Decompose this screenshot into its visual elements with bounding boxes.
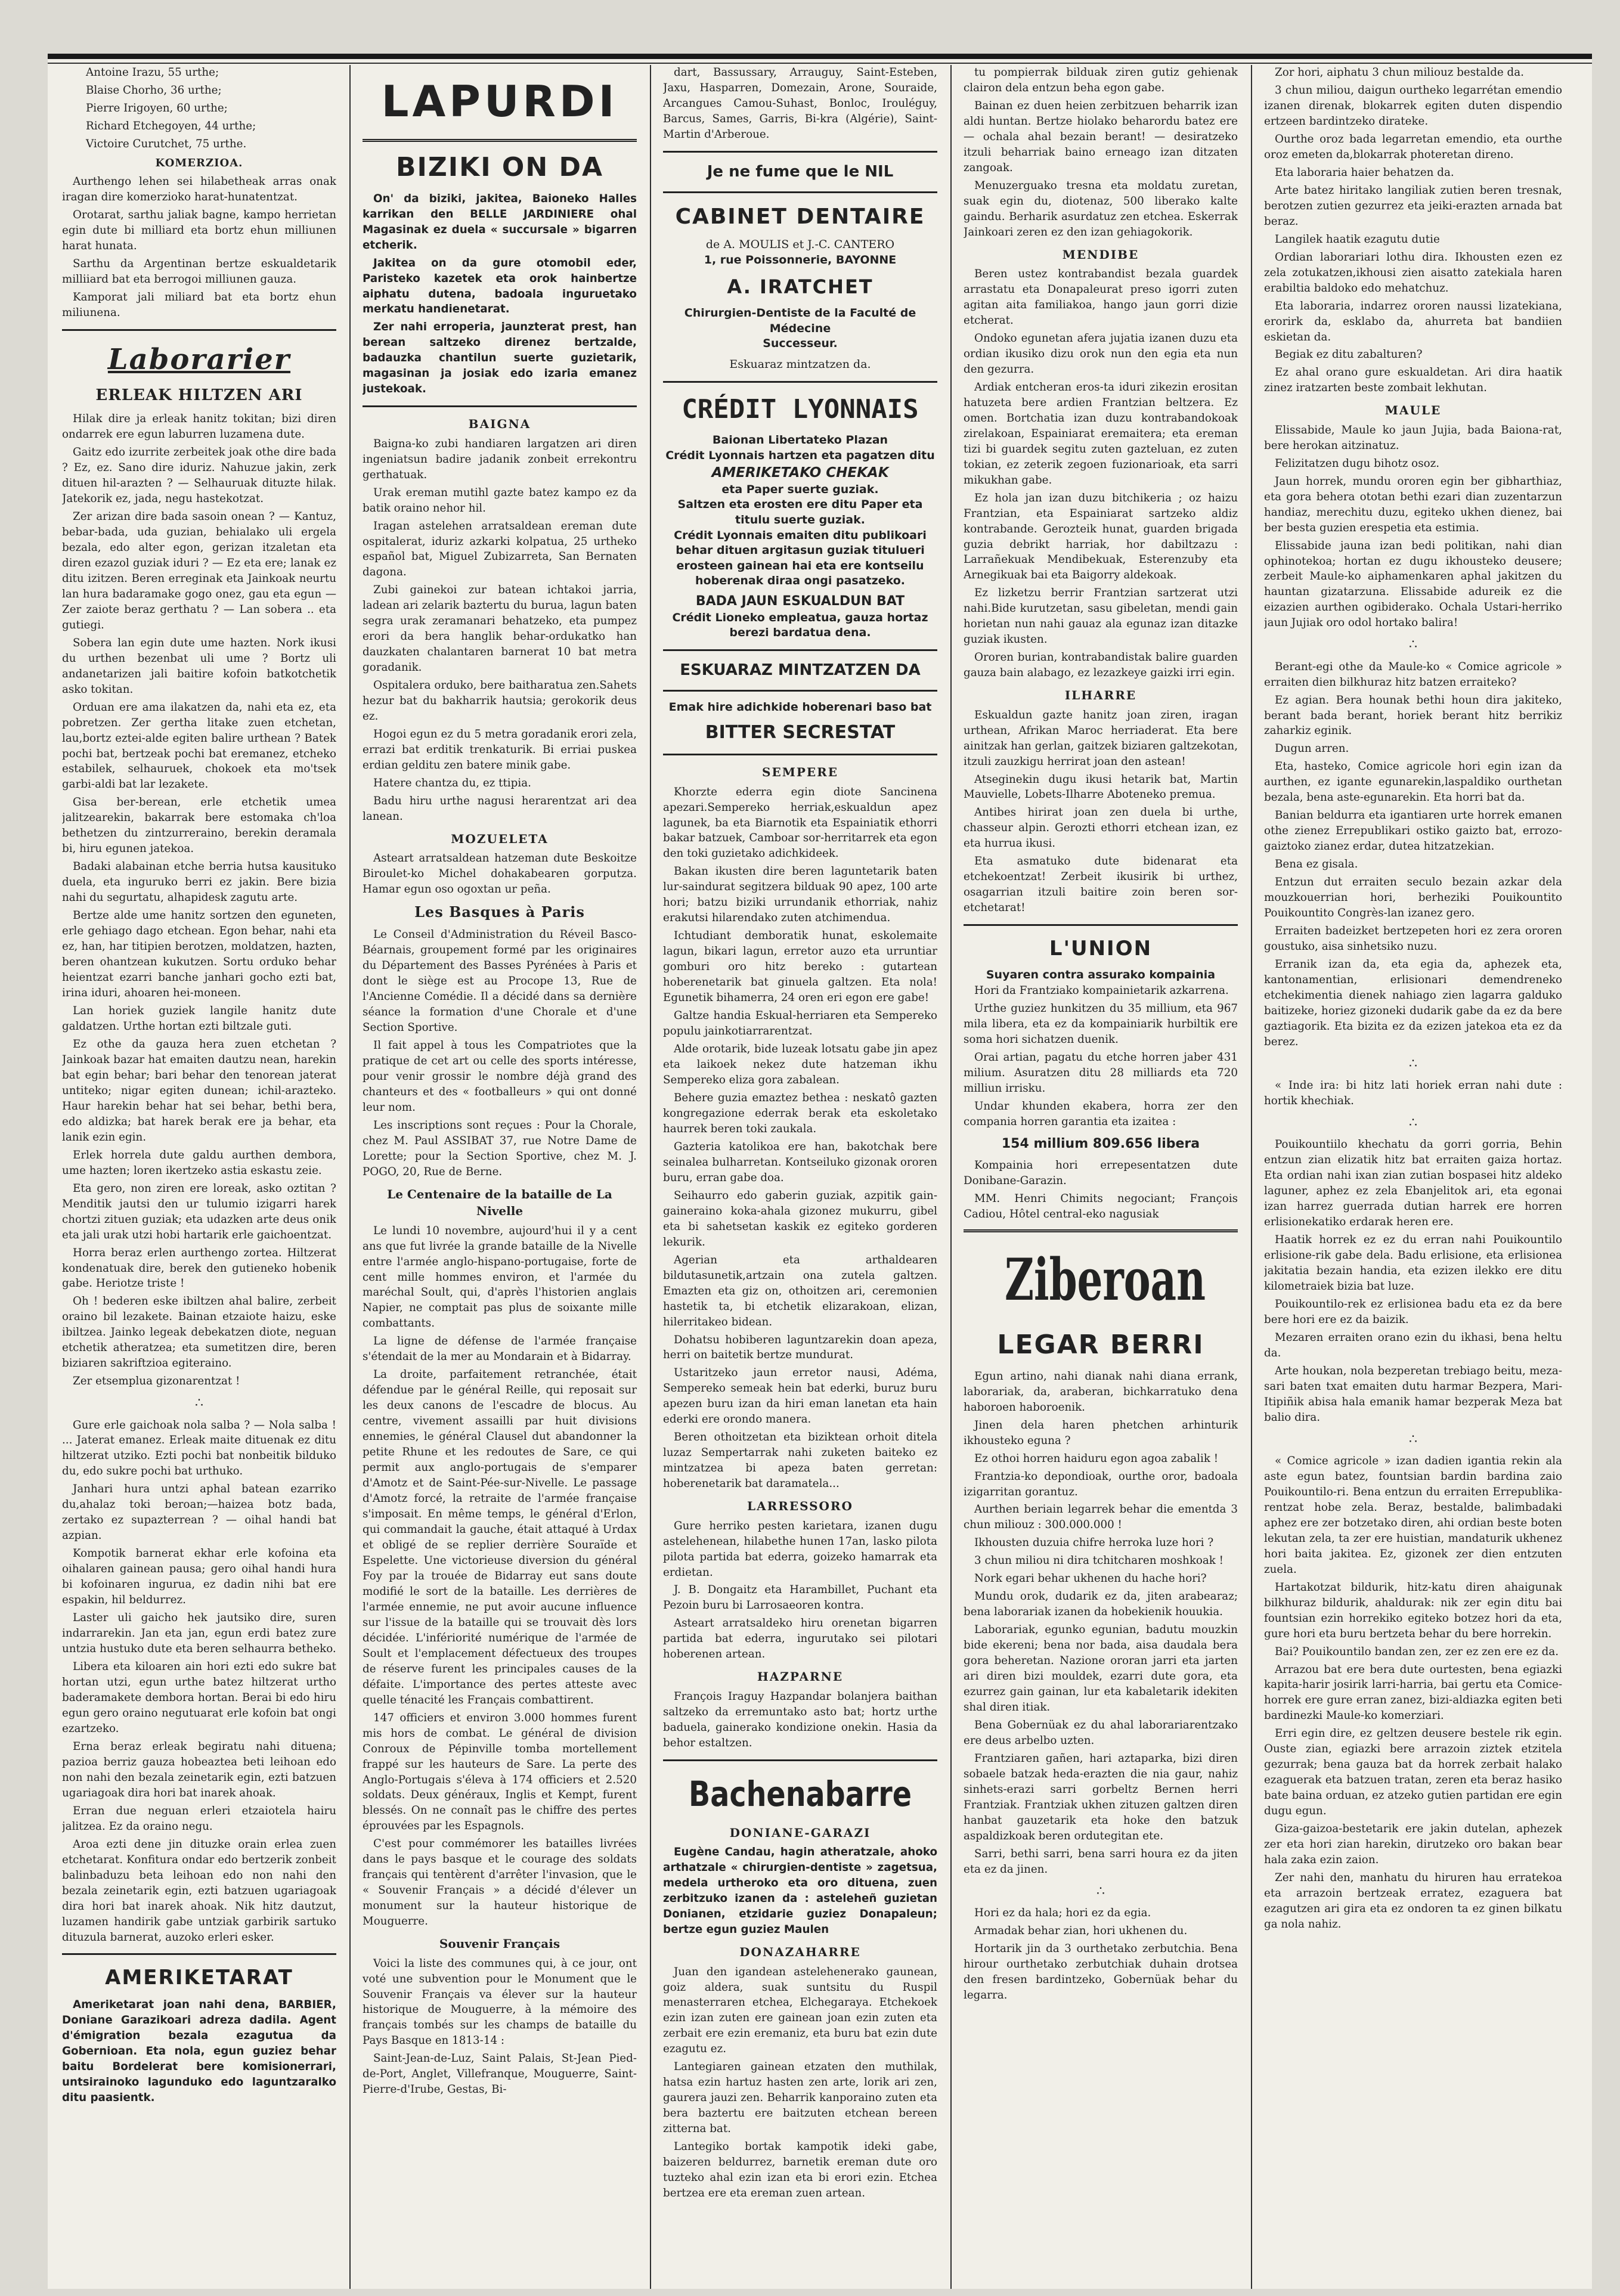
paragraph: Urthe guziez hunkitzen du 35 millium, eta 967 mila libera, eta ez da kompainiarik hurbiltik ere soma hori sichatzen duenik.: [964, 1002, 1238, 1046]
ameriketarat-heading: AMERIKETARAT: [105, 1966, 293, 1990]
paragraph: Jinen dela haren phetchen arhinturik ikhousteko eguna ?: [964, 1418, 1238, 1447]
paragraph: Nork egari behar ukhenen du hache hori?: [974, 1572, 1207, 1585]
divider: [663, 191, 937, 193]
paragraph: Arrazou bat ere bera dute ourtesten, bena egiazki kapita-harir josirik larri-harria, bai gertu eta Comice-horrek ere gure erran zanez, bizi-aldiazka egiten beti bardinezki Maule-ko komerziari.: [1264, 1663, 1562, 1722]
death-list-item: Victoire Curutchet, 75 urthe.: [86, 137, 247, 150]
paragraph: Elissabide, Maule ko jaun Jujia, bada Baiona-rat, bere herokan aitzinatuz.: [1264, 423, 1562, 452]
paragraph: Hori da Frantziako kompainietarik azkarrena.: [974, 984, 1229, 997]
paragraph: Mezaren erraiten orano ezin du ikhasi, bena heltu da.: [1264, 1331, 1562, 1359]
cabinet-line: 1, rue Poissonnerie, BAYONNE: [704, 253, 897, 267]
paragraph: Eta laboraria haier behatzen da.: [1275, 166, 1454, 179]
paragraph: Jaun horrek, mundu ororen egin ber gibharthiaz, eta gora behera ototan bethi ezari dian zuzentarzun handiaz, merechitu duzu, egiteko ukhen dienez, bai ber besta guzien erespetia eta estimia.: [1264, 475, 1562, 534]
mendibe-heading: MENDIBE: [1062, 247, 1139, 262]
paragraph: Dugun arren.: [1275, 742, 1349, 755]
paragraph: Eskualdun gazte hanitz joan ziren, iragan urthean, Afrikan Maroc herriaderat. Eta bere ainitzak han gerlan, gaitzek biziaren galtzekotan, itzuli zauzkigu herrirat joan den astean!: [964, 708, 1238, 768]
paragraph: Hortarik jin da 3 ourthetako zerbutchia. Bena hirour ourthetako zerbutchiak duhain drotsea den fresen bardintzeko, Gobernüak behar du legarra.: [964, 1942, 1238, 2001]
paragraph: tu pompierrak bilduak ziren gutiz gehienak clairon dela entzun beha egon gabe.: [964, 66, 1238, 94]
ilharre-heading: ILHARRE: [1064, 688, 1137, 703]
eskuaraz-note: Eskuaraz mintzatzen da.: [729, 357, 871, 371]
paragraph: Eugène Candau, hagin atheratzale, ahoko arthatzale « chirurgien-dentiste » zagetsua, medela urtheroko eta oro dituena, zuen zerbitzuko izanen da : asteleheñ guzietan Donianen, etzidarie guziez Donapaleun; bertze egun guziez Maulen: [663, 1846, 937, 1936]
paragraph: Erran due neguan erleri etzaiotela hairu jalitzea. Ez da oraino negu.: [62, 1804, 336, 1833]
paragraph: Aroa ezti dene jin dituzke orain erlea zuen etchetarat. Konfitura ondar edo bertzerik zonbeit balinbaduzu beta leihoan edo non nahi den bezala zeinetarik egin, ezti batzuen ugariagoak dira hori bat inarek ahoak. Nik hitz dautzut, luzamen handirik gabe untziak garbirik sartuko dituzula barnerat, auzoko erleri esker.: [62, 1838, 336, 1944]
paragraph: Badaki alabainan etche berria hutsa kausituko duela, eta inguruko berri ez jakin. Bere bizia nahi du segurtatu, alhapidesk zagutu arte.: [62, 860, 336, 904]
credit-line: Crédit Lyonnais hartzen eta pagatzen ditu: [665, 448, 935, 462]
paragraph: Ikhousten duzuia chifre herroka luze hori ?: [974, 1536, 1214, 1550]
paragraph: Banian beldurra eta igantiaren urte horrek emanen othe zienez Errepublikari ostiko gaizto bat, errozo-gaiztoko zianez erdar, dutea hitzatzekian.: [1264, 809, 1562, 853]
paragraph: Erri egin dire, ez geltzen deusere bestele rik egin. Ouste zian, egiazki bere arrazoin ziztek etzitela gezurrak; bena gauza bat da horrek zerbait halako ezaguerak eta batzuen tratan, zeren eta beraz hasiko bate baina orduan, ez atzeko gutien partidan ere egin dugu egun.: [1264, 1727, 1562, 1818]
donazaharre-heading: DONAZAHARRE: [739, 1945, 861, 1960]
paragraph: Asteart arratsaldean hatzeman dute Beskoitze Biroulet-ko Michel dohakabearen gorputza. Hamar egun oso ogoxtan ur peña.: [363, 852, 637, 896]
paragraph: Beren ustez kontrabandist bezala guardek arrastatu eta Donapaleurat preso igorri zuten agitan aita familiakoa, hango jaun gorri dizie etcherat.: [964, 268, 1238, 327]
paragraph: Lantegiko bortak kampotik ideki gabe, baizeren beldurrez, barnetik ereman dute oro tuzteko ahal ezin izan eta bi erori ezin. Etchea bertzea ere eta ereman zuen artean.: [663, 2140, 937, 2200]
paragraph: 3 chun miliou, daigun ourtheko legarrétan emendio izanen direnak, blokarrek egiten duten dispendio ertzeen bardintzeko dirateke.: [1264, 83, 1562, 128]
paragraph: Ondoko egunetan afera jujatia izanen duzu eta ordian ikusiko dizu orok nun den egia eta nun den gezurra.: [964, 331, 1238, 376]
credit-line: Crédit Lyonnais emaiten ditu publikoari behar dituen argitasun guziak titulueri erosteen gainean hai eta ere kontseilu hoberenak diraa ongi pasatzeko.: [674, 528, 927, 588]
paragraph: Urak ereman mutihl gazte batez kampo ez da batik oraino nehor hil.: [363, 486, 637, 515]
column-4: [964, 65, 1238, 2289]
bitter-line: Emak hire adichkide hoberenari baso bat: [668, 700, 932, 714]
komerzioa-heading: KOMERZIOA.: [155, 156, 243, 169]
paragraph: Egun artino, nahi dianak nahi diana errank, laborariak, da, araberan, bichkarratuko dena haboroen haboroenik.: [964, 1369, 1238, 1414]
paragraph: Erlek horrela dute galdu aurthen dembora, ume hazten; loren ikertzeko astia eskastu zeie.: [62, 1148, 336, 1177]
paragraph: Ez agian. Bera hounak bethi houn dira jakiteko, berant bada berant, horiek berant hitz berrikiz zaharkiz eginik.: [1264, 693, 1562, 738]
paragraph: Bainan ez duen heien zerbitzuen beharrik izan aldi huntan. Bertze hiolako beharordu batez ere — ochala ahal bezain berant! — desiratzeko itzuli beharriak baino erneago izan ditzaten zangoak.: [964, 99, 1238, 174]
lunion-subtitle: Suyaren contra assurako kompainia: [986, 968, 1216, 982]
paragraph: Zubi gainekoi zur batean ichtakoi jarria, ladean ari zelarik baztertu du burua, lagun baten segra urak zeramanari behatzeko, eta pumpez erori da bera hanglik behar-ordukatko han dauzkaten chalantaren barnerat 10 bat metra goradanik.: [363, 584, 637, 674]
paragraph: C'est pour commémorer les batailles livrées dans le pays basque et le courage des soldats français qui tentèrent d'arrêter l'invasion, que le « Souvenir Français » a décidé d'élever un monument sur la hauteur historique de Mouguerre.: [363, 1838, 637, 1928]
paragraph: Eta, hasteko, Comice agricole hori egin izan da aurthen, ez igante egunarekin,laspaldiko ourthetan bezala, bena aste-egunarekin. Eta horri bat da.: [1264, 760, 1562, 804]
basques-paris-heading: Les Basques à Paris: [414, 903, 585, 921]
paragraph: Badu hiru urthe nagusi herarentzat ari dea lanean.: [363, 795, 637, 823]
divider: [964, 924, 1238, 926]
paragraph: Lantegiaren gainean etzaten den muthilak, hatsa ezin hartuz hasten zen arte, lorik ari zen, gaurera jauzi zen. Beharrik kanporaino zuten eta bera baztertu ere baitzuten etchean bereen zitterna bat.: [663, 2060, 937, 2136]
paragraph: Gure erle gaichoak nola salba ? — Nola salba ! ... Jaterat emanez. Erleak maite dituenak ez ditu hiltzerat utziko. Ezti pochi bat nonbeitik bilduko du, edo sukre pochi bat urthuko.: [62, 1418, 336, 1478]
paragraph: Aurthen beriain legarrek behar die ementda 3 chun miliouz : 300.000.000 !: [964, 1503, 1238, 1532]
paragraph: Hori ez da hala; hori ez da egia.: [974, 1907, 1151, 1919]
paragraph: Elissabide jauna izan bedi politikan, nahi dian ophinotekoa; hortan ez dugu ikhousteko deusere; zerbeit Maule-ko aiphamenkaren aphal jakitzen du hauntan gizatarzuna. Elissabide adureik ez die eizazien aurthen ogibiderako. Ochala Ustari-herriko jaun Jujiak oro odol hortako balira!: [1264, 539, 1562, 630]
paragraph: Asteart arratsaldeko hiru orenetan bigarren partida bat ederra, ingurutako sei pilotari hoberenen artean.: [663, 1617, 937, 1661]
death-list-item: Antoine Irazu, 55 urthe;: [86, 66, 219, 79]
hazparne-heading: HAZPARNE: [757, 1669, 844, 1684]
paragraph: Il fait appel à tous les Compatriotes que la pratique de cet art ou celle des sports intéresse, pour venir grossir le nombre déjà grand des chanteurs et des « footballeurs » qui ont donné leur nom.: [363, 1039, 637, 1114]
paragraph: Atseginekin dugu ikusi hetarik bat, Martin Mauvielle, Lobets-Ilharre Aboteneko premua.: [964, 773, 1238, 801]
paragraph: Kompainia hori errepesentatzen dute Donibane-Garazin.: [964, 1159, 1238, 1188]
larressoro-heading: LARRESSORO: [747, 1499, 853, 1514]
paragraph: Ez hola jan izan duzu bitchikeria ; oz haizu Frantzian, eta Espainiarat sartzeko aldiz kontrabande. Gerozteik hunat, guarden brigada guzia debrikt harriak, hor dabiltzazu : Larrañekuak Mendibekuak, Esterenzuby eta Arnegikuak bai eta Baigorry aldekoak.: [964, 491, 1238, 582]
ameriketarat-ad: Ameriketarat joan nahi dena, BARBIER, Doniane Garazikoari adreza dadila. Agent d'émigration bezala ezagutua da Gobernioan. Eta nola, egun guziez behar baitu Bordelerat bere komisionerrari, untsirainoko lagunduko edo laguntzaralko ditu paasientk.: [62, 1998, 336, 2104]
section-ornament: ∴: [1409, 637, 1417, 653]
paragraph: Le lundi 10 novembre, aujourd'hui il y a cent ans que fut livrée la grande bataille de la Nivelle entre l'armée anglo-hispano-portugaise, forte de cent mille hommes environ, et l'armée du maréchal Soult, qui, d'après l'historien anglais Napier, ne comptait pas plus de soixante mille combattants.: [363, 1224, 637, 1330]
paragraph: Zer arizan dire bada sasoin onean ? — Kantuz, bebar-bada, uda guzian, behialako uli ergela bezala, edo alter egon, gerizan itzaletan eta diren ezazol guziak iduri ? — Ez eta ere; lanak ez ditu izitzen. Beren erreginak eta Jainkoak neurtu lan hura badaramake gogo onez, gau eta egun — Zer zaiote beraz gerthatu ? — Lan sobera .. eta gutiegi.: [62, 510, 336, 631]
paragraph: Gaitz edo izurrite zerbeitek joak othe dire bada ? Ez, ez. Sano dire iduriz. Nahuzue jakin, zerk dituen hil-arazten ? — Selhauruak dituzte hilak. Jatekorik ez, jada, negu hastekotzat.: [62, 446, 336, 506]
paragraph: Oh ! bederen eske ibiltzen ahal balire, zerbeit oraino bil lezakete. Bainan etzaiote haizu, eske ibiltzea. Jainko legeak debekatzen diote, neguan etchetik atheratzea; eta sumetitzen dire, beren biziaren sakriftzioa egiteraino.: [62, 1295, 336, 1370]
paragraph: J. B. Dongaitz eta Harambillet, Puchant eta Pezoin buru bi Larrosaeoren kontra.: [663, 1584, 937, 1612]
paragraph: Entzun dut erraiten seculo bezain azkar dela mouzkouerrian hori, berheziki Pouikountito Pouikountito Congrès-lan izanez gero.: [1264, 876, 1562, 920]
paragraph: Langilek haatik ezagutu dutie: [1275, 233, 1440, 246]
lunion-amount: 154 millium 809.656 libera: [1001, 1136, 1200, 1151]
paragraph: Arte batez hiritako langiliak zutien beren tresnak, berotzen zutien gezurrez eta jeiki-erazten arnada bat beraz.: [1264, 184, 1562, 228]
paragraph: Horra beraz erlen aurthengo zortea. Hiltzerat kondenatuak dire, berek den gutieneko hobenik gabe. Heriotze triste !: [62, 1246, 336, 1290]
paragraph: Giza-gaizoa-bestetarik ere jakin dutelan, aphezek zer eta hori zian harekin, dirutzeko oro bakan bear hala zaka ezin zaion.: [1264, 1823, 1562, 1867]
paragraph: Erranik izan da, eta egia da, aphezek eta, kantonamentian, erlisionari demendreneko etchekimentia dienek nahiago zien lagarra galduko baitizeke, horiez gizoneki dudarik gabe da ez da bere gaztiagorik. Eta bizita ez da ezizen jatekoa eta ez da berez.: [1264, 958, 1562, 1048]
paragraph: Ez ahal orano gure eskualdetan. Ari dira haatik zinez iratzarten beste zombait lekhutan.: [1264, 366, 1562, 395]
paragraph: Erraiten badeizket bertzepeten hori ez zera ororen goustuko, aisa sinhetsiko nuzu.: [1264, 925, 1562, 953]
column-5: [1264, 65, 1562, 2289]
paragraph: Eta asmatuko dute bidenarat eta etchekoentzat! Zerbeit ikusirik bi urthez, osagarrian itzuli baitire zoin beren sor-etchetarat!: [964, 855, 1238, 915]
column-3: [663, 65, 937, 2289]
column-rule: [650, 65, 651, 2289]
paragraph: MM. Henri Chimits negociant; François Cadiou, Hôtel central-eko nagusiak: [964, 1192, 1238, 1220]
legar-berri-heading: LEGAR BERRI: [997, 1330, 1204, 1361]
paragraph: Voici la liste des communes qui, à ce jour, ont voté une subvention pour le Monument que le Souvenir Français va élever sur la hauteur historique de Mouguerre, à la mémoire des français tombés sur les champs de bataille du Pays Basque en 1813-14 :: [363, 1957, 637, 2047]
iratchet-name: A. IRATCHET: [727, 275, 874, 299]
section-ornament: ∴: [1409, 1116, 1417, 1131]
paragraph: Bakan ikusten dire beren laguntetarik baten lur-saindurat segitzera bilduak 90 apez, 100 arte hori; batzu biziki urrundanik ethorriak, nahiz erakutsi hilarendako zuten atchimendua.: [663, 865, 937, 925]
paragraph: Ororen burian, kontrabandistak balire guarden gauza bain alabago, ez lezazkeye gaizki irri egin.: [964, 651, 1238, 680]
bachenabarre-heading: Bachenabarre: [689, 1773, 912, 1814]
divider: [663, 1759, 937, 1761]
paragraph: Erna beraz erleak begiratu nahi dituena; pazioa berriz gauza hobeaztea beti leihoan edo non nahi den bezala zeinetarik egin, ezti batzuen ugariagoak dira hori bat inarek ahoak.: [62, 1740, 336, 1799]
paragraph: Ordian laborariari lothu dira. Ikhousten ezen ez zela zotukatzen,ikhousi zien aisatto zatekiala haren erabiltia baldoko edo mehatchuz.: [1264, 250, 1562, 295]
credit-line: Saltzen eta erosten ere ditu Paper eta titulu suerte guziak.: [677, 498, 923, 526]
paragraph: Dohatsu hobiberen laguntzarekin doan apeza, herri on baitetik bertze mundurat.: [663, 1333, 937, 1362]
credit-line: AMERIKETAKO CHEKAK: [711, 464, 889, 481]
paragraph: Ichtudiant demboratik hunat, eskolemaite lagun, bikari lagun, erretor auzo eta urruntiar gomburi oro hitz bereko : gutartean hoberenetarik bat ginuela galtzen. Eta nola! Egunetik bihamerra, 24 oren eri egon ere gabe!: [663, 929, 937, 1005]
divider: [964, 1229, 1238, 1232]
advert-paragraph: On' da biziki, jakitea, Baioneko Halles karrikan den BELLE JARDINIERE ohal Magasinak ez duela « succursale » bigarren etcherik.: [363, 192, 637, 252]
death-list-item: Richard Etchegoyen, 44 urthe;: [86, 119, 256, 132]
column-2: [363, 65, 637, 2289]
maule-heading: MAULE: [1384, 403, 1442, 418]
lapurdi-heading: LAPURDI: [381, 76, 618, 126]
paragraph: Agerian eta arthaldearen bildutasunetik,artzain ona zutela galtzen. Emazten eta giz on, othoitzen ari, ceremonien hastetik ta, bi etchetik elizarakoan, elizan, hilerritakeo bidean.: [663, 1253, 937, 1328]
paragraph: Frantziaren gañen, hari aztaparka, bizi diren sobaele batzak heda-erazten die nia gaur, nahiz sinhets-erazi sarri gorbeltz Bernen herri Frantziak. Frantziak ukhen zituzen galtzen diren hanbat gauzetarik eta hoke den batzuk aspaldizkoak beren ordutegitan ete.: [964, 1752, 1238, 1842]
cabinet-line: Successeur.: [763, 337, 838, 351]
paragraph: Eta laboraria, indarrez ororen naussi lizatekiana, erorirk da, esklabo da, ahurreta bat bandiien eskietan da.: [1264, 299, 1562, 343]
paragraph: Seihaurro edo gaberin guziak, azpitik gain-gaineraino koka-ahala gizonez mukurru, gibel eta bi sahetsetan kaskik ez egiteko gorderen lekurik.: [663, 1189, 937, 1248]
column-1: [62, 65, 336, 2289]
paragraph: Sarri, bethi sarri, bena sarri houra ez da jiten eta ez da jinen.: [964, 1847, 1238, 1876]
ziberoan-heading: Ziberoan: [1005, 1245, 1206, 1313]
paragraph: Behere guzia emaztez bethea : neskatô gazten kongregazione ederrak berak eta eskoletako haurrek beren toki zaukala.: [663, 1091, 937, 1135]
newspaper-page: [48, 54, 1592, 2289]
credit-line: eta Paper suerte guziak.: [721, 482, 879, 496]
bitter-heading: BITTER SECRESTAT: [705, 721, 896, 743]
divider: [62, 1953, 336, 1955]
baigna-heading: BAIGNA: [468, 417, 531, 432]
divider: [62, 329, 336, 331]
paragraph: Orotarat, sarthu jaliak bagne, kampo herrietan egin dute bi milliard eta bortz ehun milliunen harat hunata.: [62, 209, 336, 253]
laborarier-heading: Laborarier: [107, 343, 291, 377]
nil-ad: Je ne fume que le NIL: [707, 162, 894, 181]
divider: [363, 405, 637, 407]
paragraph: Orduan ere ama ilakatzen da, nahi eta ez, eta pobretzen. Zer gertha litake zuen etchetan, lau,bortz eztei-alde egiten balire urthean ? Batek pochi bat, bertzeak pochi bat eremanez, etcheko estabilek, selhauruek, chokoek eta mo'tsek garbi-aldi bat lar lezakete.: [62, 701, 336, 791]
paragraph: 3 chun miliou ni dira tchitcharen moshkoak !: [974, 1554, 1224, 1567]
death-list-item: Pierre Irigoyen, 60 urthe;: [86, 101, 228, 114]
section-ornament: ∴: [1409, 1056, 1417, 1071]
paragraph: Ez othe da gauza hera zuen etchetan ? Jainkoak bazar hat emaiten dautzu nean, harekin bat egin behar; bari behar den tenorean jaterat untiteko; nigar egiten dunean; ichil-arazteko. Haur harekin behar hat sei behar, bethi bera, edo aldizka; bat harek berak ere ja behar, eta lanik ezin egin.: [62, 1037, 336, 1144]
paragraph: Hartakotzat bildurik, hitz-katu diren ahaigunak bilkhuraz bildurik, ahaldurak: nik zer egin ditu bai fountsian ezin horrekiko egiteko botzez hori da eta, gure hori eta buru bertzeta behar du bere horrekin.: [1264, 1581, 1562, 1640]
section-ornament: ∴: [195, 1396, 203, 1411]
mozueleta-heading: MOZUELETA: [451, 831, 549, 846]
paragraph: Bertze alde ume hanitz sortzen den eguneten, erle gehiago dago etchean. Egon behar, nahi eta ez, han, har titipien berotzen, moldatzen, hazten, beren ohantzean kukutzen. Sortu orduko behar heientzat ezarri banche janhari gocho ezti bat, irina iduri, ahoaren hei-moneen.: [62, 909, 336, 1000]
section-ornament: ∴: [1409, 1431, 1417, 1447]
paragraph: 147 officiers et environ 3.000 hommes furent mis hors de combat. Le général de division Conroux de Pépinville tomba mortellement frappé sur les hauteurs de Sare. La perte des Anglo-Portugais s'éleva à 174 officiers et 2.520 soldats. Deux généraux, Inglis et Kempt, furent blessés. On ne connaît pas le chiffre des pertes éprouvées par les Espagnols.: [363, 1711, 637, 1833]
bada-jaun-line: BADA JAUN ESKUALDUN BAT: [695, 594, 905, 609]
paragraph: Le Conseil d'Administration du Réveil Basco-Béarnais, groupement formé par les originaires du Département des Basses Pyrénées à Paris et dont le siège est au Procope 13, Rue de l'Ancienne Comédie. Il a décidé dans sa dernière séance la formation d'une Chorale et d'une Section Sportive.: [363, 928, 637, 1034]
divider: [663, 151, 937, 153]
paragraph: Laster uli gaicho hek jautsiko dire, suren indarrarekin. Jan eta jan, egun erdi batez zure untzia hustuko dute eta beren selhaurra betheko.: [62, 1612, 336, 1656]
paragraph: Zer nahi den, manhatu du hiruren hau erratekoa eta arrazoin bertzeak erratez, ezaguera bat ezagutzen ari gira eta ez ondoren ta ez ginen bilkatu ga nola nahiz.: [1264, 1871, 1562, 1931]
paragraph: Pouikountiilo khechatu da gorri gorria, Behin entzun zian elizatik hitz bat erraiten gaiza hortaz. Eta ordian nahi ixan zian zutian bospasei hitz aldeko laguner, aphez ez zela Ebanjelitok ari, eta egonai izan harrez guerrada dutian harrek ere horren erlisionekatiko erdarak heren ere.: [1264, 1138, 1562, 1229]
paragraph: Iragan astelehen arratsaldean ereman dute ospitalerat, iduriz azkarki kolpatua, 25 urtheko español bat, Miguel Zubizarreta, San Bernaten dagona.: [363, 519, 637, 579]
paragraph: Laborariak, egunko egunian, badutu mouzkin bide ekereni; bena nor bada, aisa daudala bera gora beheretan. Nazione ororan jarri eta jarten ari diren bizi mouldek, ezarri dute gora, eta ezurrez gain gainan, lur eta kabaletarik idekiten shal diren itiak.: [964, 1623, 1238, 1714]
paragraph: Eta gero, non ziren ere loreak, asko oztitan ? Menditik jautsi den ur tulumio izigarri harek chortzi zituen guziak; eta udazken arte deus onik eta jali urak utzi hobi hartarik erle gaichoentzat.: [62, 1182, 336, 1241]
paragraph: Begiak ez ditu zabalturen?: [1275, 348, 1423, 361]
paragraph: Ez lizketzu berrir Frantzian sartzerat utzi nahi.Bide kurutzetan, sasu gibeletan, mendi gain horietan nun nahi gauaz ala egunaz izan ditazke guziak ikusten.: [964, 587, 1238, 646]
paragraph: Bena ez gisala.: [1275, 858, 1358, 871]
quote-paragraph: « Inde ira: bi hitz lati horiek erran nahi dute : hortik khechiak.: [1264, 1079, 1562, 1108]
paragraph: La ligne de défense de l'armée française s'étendait de la mer au Mondarain et à Bidarray.: [363, 1335, 637, 1364]
paragraph: Baigna-ko zubi handiaren largatzen ari diren ingeniatsun badire jadanik zonbeit errekontru gerthatuak.: [363, 437, 637, 481]
paragraph: Aurthengo lehen sei hilabetheak arras onak iragan dire komerzioko harat-hunatentzat.: [62, 175, 336, 204]
paragraph: Kompotik barnerat ekhar erle kofoina eta oihalaren gainean pausa; gero oihal handi hura bi kofoinaren ingurua, ez dadin nihi bat ere espakin, hil beldurrez.: [62, 1547, 336, 1607]
paragraph: Gisa ber-berean, erle etchetik umea jalitzearekin, bakarrak bere estomaka ch'loa bethetzen du zintzurreraino, berekin deramala bi, hiru egunen jatekoa.: [62, 796, 336, 856]
paragraph: Pouikountilo-rek ez erlisionea badu eta ez da bere bere hori ere ez da baizik.: [1264, 1297, 1562, 1326]
biziki-heading: BIZIKI ON DA: [395, 152, 604, 183]
paragraph: Khorzte ederra egin diote Sancinena apezari.Sempereko herriak,eskualdun apez lagunek, ba eta Biarnotik eta Espainiatik ethorri bakar batzuek, Camboar sor-herritarrek eta egon den toki guzietako adichkideek.: [663, 785, 937, 860]
paragraph: Ez othoi horren haiduru egon agoa zabalik !: [974, 1452, 1219, 1465]
doniane-garazi-heading: DONIANE-GARAZI: [729, 1825, 871, 1840]
paragraph: Galtze handia Eskual-herriaren eta Sempereko populu jainkotiarrarentzat.: [663, 1009, 937, 1038]
paragraph: François Iraguy Hazpandar bolanjera baithan saltzeko da erremuntako asto bat; hortz urthe baduela, gainerako kondizione onekin. Hasia da behor estaltzen.: [663, 1690, 937, 1749]
column-rule: [349, 65, 351, 2289]
cabinet-line: de A. MOULIS et J.-C. CANTERO: [705, 237, 895, 251]
advert-paragraph: Zer nahi erroperia, jaunzterat prest, han berean saltzeko direnez bertzalde, badauzka chantilun suerte guzietarik, magasinan ja josiak edo izaria emanez justekoak.: [363, 321, 637, 396]
section-ornament: ∴: [1096, 1883, 1105, 1899]
paragraph: Ospitalera orduko, bere baitharatua zen.Sahets hezur bat du bakharrik hautsia; gerokorik deus ez.: [363, 679, 637, 723]
credit-lyonnais-heading: CRÉDIT LYONNAIS: [682, 393, 919, 425]
paragraph: Berant-egi othe da Maule-ko « Comice agricole » erraiten dien bilkhuraz hitz batzen erraiteko?: [1264, 660, 1562, 689]
souvenir-heading: Souvenir Français: [439, 1936, 560, 1951]
paragraph: Lan horiek guziek langile hanitz dute galdatzen. Urthe hortan ezti biltzale guti.: [62, 1005, 336, 1033]
paragraph: Zor hori, aiphatu 3 chun miliouz bestalde da.: [1275, 66, 1524, 79]
paragraph: Orai artian, pagatu du etche horren jaber 431 milium. Asuratzen ditu 28 milliards eta 720 milliun irrisku.: [964, 1051, 1238, 1095]
paragraph: Hatere chantza du, ez ttipia.: [373, 777, 531, 790]
paragraph: Hogoi egun ez du 5 metra goradanik erori zela, errazi bat erditik trenkaturik. Bi erriai puskea erdian gelditu zen batere minik gabe.: [363, 728, 637, 772]
divider: [363, 139, 637, 142]
paragraph: Zer etsemplua gizonarentzat !: [73, 1375, 240, 1388]
paragraph: « Comice agricole » izan dadien igantia rekin ala aste egun batez, fountsian bardin bardina zaio Pouikountilo-ri. Bena entzun du erraiten Errepublika-rentzat hobe zela. Beraz, bestalde, balimbadaki aphez ere zer botzetako diren, ahi ordian beste boten lekutan zela, ta zer ere huistian, mandaturik ukhenez hori baita jakitea. Ez, gizonek zer dien entzuten zuela.: [1264, 1454, 1562, 1576]
death-list-item: Blaise Chorho, 36 urthe;: [86, 83, 222, 97]
cabinet-heading: CABINET DENTAIRE: [675, 204, 925, 229]
eskuaraz-banner: ESKUARAZ MINTZATZEN DA: [680, 661, 921, 680]
paragraph: Ustaritzeko jaun erretor nausi, Adéma, Sempereko semeak hein bat ederki, buruz buru apezen buru izan da hiri eman lanetan eta hain ederki ere orondo manera.: [663, 1367, 937, 1426]
columns: [48, 65, 1592, 2289]
paragraph: Frantzia-ko depondioak, ourthe oror, badoala izigarritan gorantuz.: [964, 1470, 1238, 1498]
paragraph: Arte houkan, nola bezperetan trebiago beitu, meza-sari baten txat emaiten dutu harmar Bezpera, Mari-Itipiñik abisa hala emanik hamar bezperak Meza bat balio dira.: [1264, 1364, 1562, 1424]
paragraph: Alde orotarik, bide luzeak lotsatu gabe jin apez eta laikoek nekez dute hatzeman ikhu Sempereko eliza gora zabalean.: [663, 1043, 937, 1087]
lunion-heading: L'UNION: [1049, 937, 1153, 961]
paragraph: Ardiak entcheran eros-ta iduri zikezin erositan hatuzeta bere ardien Frantzian beltzera. Ez omen. Bortchatia izan duzu kontrabandokoak zirelakoan, Espainiarat eremaitera; eta ereman tizi bi guardek segitu zuten gazteluan, ez zuten tokian, ez zeterik zegoen fuzionarioak, eta sarri mikukhan gabe.: [964, 380, 1238, 487]
paragraph: Libera eta kiloaren ain hori ezti edo sukre bat hortan utzi, egun urthe batez hiltzerat urtho baderamakete dembora hortan. Berai bi edo hiru egun gero oraino negutuarat erle kofoin bat ongi ezartzeko.: [62, 1660, 336, 1735]
paragraph: Antibes hirirat joan zen duela bi urthe, chasseur alpin. Gerozti ethorri etchean izan, ez eta hurrua ikusi.: [964, 806, 1238, 850]
advert-paragraph: Jakitea on da gure otomobil eder, Paristeko kazetek eta orok hainbertze aiphatu dutena, badoala inguruetako merkatu handienetarat.: [363, 256, 637, 316]
paragraph: Felizitatzen dugu bihotz osoz.: [1275, 457, 1440, 470]
paragraph: Haatik horrek ez ez du erran nahi Pouikountilo erlisione-rik gabe dela. Badu erlisione, eta erlisionea jakitatia bezain handia, eta ezizen ilekko ere ditu kilometraiek bizia bat luze.: [1264, 1234, 1562, 1293]
paragraph: Hilak dire ja erleak hanitz tokitan; bizi diren ondarrek ere egun laburren luzamena dute.: [62, 413, 336, 441]
paragraph: Mundu orok, dudarik ez da, jiten arabearaz; bena laborariak izanen da hobekienik houukia.: [964, 1590, 1238, 1619]
paragraph: Ourthe oroz bada legarretan emendio, eta ourthe oroz emeten da,blokarrak photeretan direno.: [1264, 132, 1562, 161]
paragraph: Undar khunden ekabera, horra zer den compania horren garantia eta izaitea :: [964, 1099, 1238, 1128]
divider: [663, 649, 937, 651]
paragraph: Armadak behar zian, hori ukhenen du.: [974, 1924, 1188, 1937]
paragraph: Beren othoitzetan eta biziktean orhoit ditela luzaz Sempertarrak nahi zuketen baiteko ez mintzatzea bi apeza baten gerretan: hoberenetarik bat daramatela...: [663, 1431, 937, 1491]
paragraph: Menuzerguako tresna eta moldatu zuretan, suak egin du, diotenaz, 500 liberako kalte gaindu. Berharik asurdatuz zen etchea. Eskerrak Jainkoari zeren ez den izan gehiagokorik.: [964, 179, 1238, 238]
paragraph: Bai? Pouikountilo bandan zen, zer ez zen ere ez da.: [1275, 1645, 1559, 1658]
credit-line: Baionan Libertateko Plazan: [712, 433, 888, 447]
column-rule: [1251, 65, 1252, 2289]
divider: [663, 754, 937, 755]
paragraph: Gure herriko pesten karietara, izanen dugu astelehenean, hilabethe hunen 17an, lasko pilota pilota partida bat ederra, goizeko hamarrak eta erdietan.: [663, 1519, 937, 1579]
erleak-heading: ERLEAK HILTZEN ARI: [95, 386, 303, 405]
paragraph: Saint-Jean-de-Luz, Saint Palais, St-Jean Pied-de-Port, Anglet, Villefranque, Mouguerre, Saint-Pierre-d'Irube, Gestas, Bi-: [363, 2052, 637, 2096]
paragraph: dart, Bassussary, Arrauguy, Saint-Esteben, Jaxu, Hasparren, Domezain, Arone, Souraide, Arcangues Camou-Suhast, Bonloc, Irouléguy, Barcus, Sames, Garris, Bi-kra (Algérie), Saint-Martin d'Arberoue.: [663, 66, 937, 141]
paragraph: La droite, parfaitement retranchée, était défendue par le général Reille, qui reposait sur les deux canons de l'escadre de blocus. Au centre, vivement assailli par huit divisions ennemies, le général Clausel dut abandonner la petite Rhune et les redoutes de Sare, ce qui permit aux anglo-portugais de s'emparer d'Amotz et de Saint-Pée-sur-Nivelle. Le passage d'Amotz forcé, la retraite de l'armée française s'imposait. En même temps, le général d'Erlon, qui commandait la gauche, était attaqué à Urdax et obligé de se replier derrière Souraïde et Espelette. Une victorieuse diversion du général Foy par la trouée de Bidarray eut sans doute modifié le sort de la bataille. Les derrières de l'armée ennemie, ne put avoir aucune influence sur l'issue de la bataille qui se trouvait dès lors décidée. L'infériorité numérique de l'armée de Soult et l'emplacement défectueux des troupes de réserve furent les principales causes de la défaite. L'importance des pertes atteste avec quelle ténacité les Français combattirent.: [363, 1368, 637, 1706]
paragraph: Sobera lan egin dute ume hazten. Nork ikusi du urthen bezenbat uli ume ? Bortz uli andanetarizen jali baitire kofoin batkotchetik asko tokitan.: [62, 636, 336, 696]
sempere-heading: SEMPERE: [762, 765, 838, 780]
centenaire-heading: Le Centenaire de la bataille de La Nivelle: [387, 1186, 612, 1219]
credit-line: Crédit Lioneko empleatua, gauza hortaz berezi bardatua dena.: [672, 611, 928, 640]
divider: [663, 690, 937, 692]
cabinet-line: Chirurgien-Dentiste de la Faculté de Médecine: [684, 306, 916, 335]
column-rule: [950, 65, 952, 2289]
paragraph: Juan den igandean astelehenerako gaunean, goiz aldera, suak suntsitu du Ruspil menasterraren etchea, Elchegaraya. Etchekoek ezin izan zuten ere gainean joan ezin zuten eta zerbait ere ezin eremaniz, eta buru bat ezin dute ezagutu ez.: [663, 1965, 937, 2056]
divider: [663, 381, 937, 383]
paragraph: Gazteria katolikoa ere han, bakotchak bere seinalea bulharretan. Kontseiluko gizonak ororen buru, erran gabe doa.: [663, 1140, 937, 1184]
paragraph: Kamporat jali miliard bat eta bortz ehun miliunena.: [62, 291, 336, 320]
paragraph: Les inscriptions sont reçues : Pour la Chorale, chez M. Paul ASSIBAT 37, rue Notre Dame de Lorette; pour la Section Sportive, chez M. J. POGO, 20, Rue de Berne.: [363, 1118, 637, 1178]
paragraph: Bena Gobernüak ez du ahal laborariarentzako ere deus arbelbo uzten.: [964, 1719, 1238, 1747]
paragraph: Sarthu da Argentinan bertze eskualdetarik milliiard bat eta berrogoi milliunen gauza.: [62, 258, 336, 286]
paragraph: Janhari hura untzi aphal batean ezarriko du,ahalaz toki beroan;—haizea botz bada, zertako ez supazterrean ? — oihal handi bat azpian.: [62, 1483, 336, 1542]
